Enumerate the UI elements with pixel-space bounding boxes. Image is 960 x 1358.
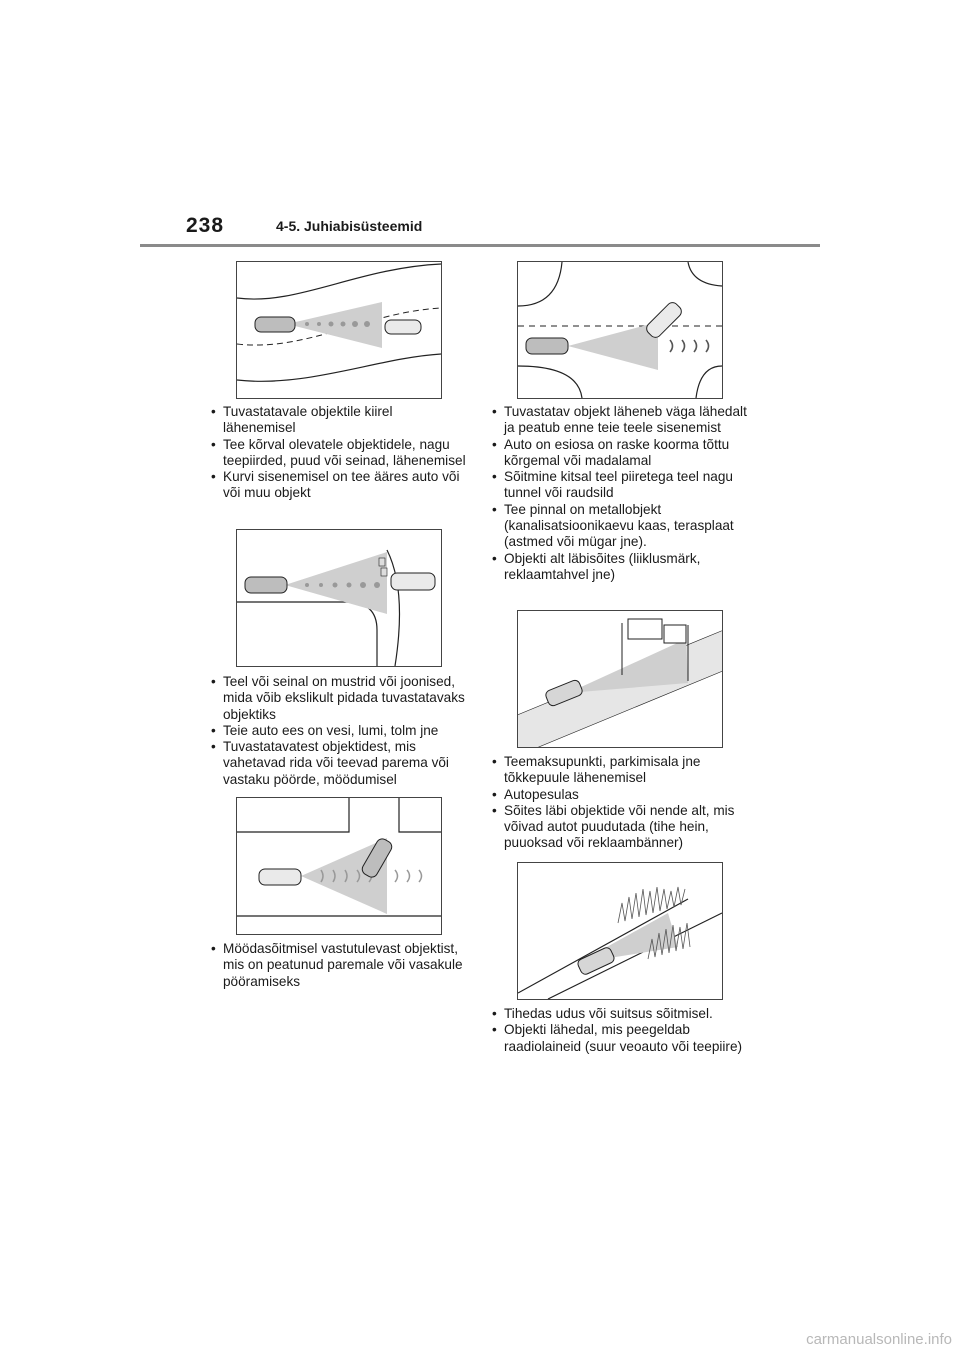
list-item: • Sõites läbi objektide või nende alt, mis võivad autot puudutada (tihe hein, puuoksad või reklaambänner) <box>489 803 761 852</box>
illustration-oncoming-turn <box>236 797 442 935</box>
list-item: • Objekti alt läbisõites (liiklusmärk, reklaamtahvel jne) <box>489 551 761 584</box>
illustration-overhead-sign <box>517 610 723 748</box>
text-block-left-3 <box>208 941 468 990</box>
list-item: • Teel või seinal on mustrid või joonised, mida võib ekslikult pidada tuvastatavaks objektiks <box>208 674 468 723</box>
page-number: 238 <box>186 214 225 237</box>
list-item: • Teie auto ees on vesi, lumi, tolm jne <box>208 723 468 739</box>
list-item: • Autopesulas <box>489 787 761 803</box>
text-block-right-3 <box>489 1006 761 1055</box>
list-item: • Teemaksupunkti, parkimisala jne tõkkepuule lähenemisel <box>489 754 761 787</box>
list-item: • Tuvastatavatest objektidest, mis vahetavad rida või teevad parema või vastaku pöörde, möödumisel <box>208 739 468 788</box>
text-block-left-1 <box>208 404 468 502</box>
list-item: • Tuvastatav objekt läheneb väga lähedalt ja peatub enne teie teele sisenemist <box>489 404 761 437</box>
illustration-dense-grass <box>517 862 723 1000</box>
text-block-left-2 <box>208 674 468 788</box>
text-block-right-1 <box>489 404 761 583</box>
list-item: • Objekti lähedal, mis peegeldab raadiolaineid (suur veoauto või teepiire) <box>489 1022 761 1055</box>
illustration-curve-entry <box>236 529 442 667</box>
illustration-crossing-car <box>517 261 723 399</box>
list-item: • Tee pinnal on metallobjekt (kanalisatsioonikaevu kaas, terasplaat (astmed või mügar jne). <box>489 502 761 551</box>
list-item: • Möödasõitmisel vastutulevast objektist, mis on peatunud paremale või vasakule pööramiseks <box>208 941 468 990</box>
text-block-right-2 <box>489 754 761 852</box>
list-item: • Kurvi sisenemisel on tee ääres auto või või muu objekt <box>208 469 468 502</box>
illustration-curved-road <box>236 261 442 399</box>
list-item: • Tee kõrval olevatele objektidele, nagu teepiirded, puud või seinad, lähenemisel <box>208 437 468 470</box>
list-item: • Auto on esiosa on raske koorma tõttu kõrgemal või madalamal <box>489 437 761 470</box>
watermark-link[interactable]: carmanualsonline.info <box>806 1331 952 1348</box>
list-item: • Tuvastatavale objektile kiirel lähenemisel <box>208 404 468 437</box>
list-item: • Sõitmine kitsal teel piiretega teel nagu tunnel või raudsild <box>489 469 761 502</box>
section-title: 4-5. Juhiabisüsteemid <box>276 218 423 234</box>
header-rule <box>140 244 820 247</box>
list-item: • Tihedas udus või suitsus sõitmisel. <box>489 1006 761 1022</box>
